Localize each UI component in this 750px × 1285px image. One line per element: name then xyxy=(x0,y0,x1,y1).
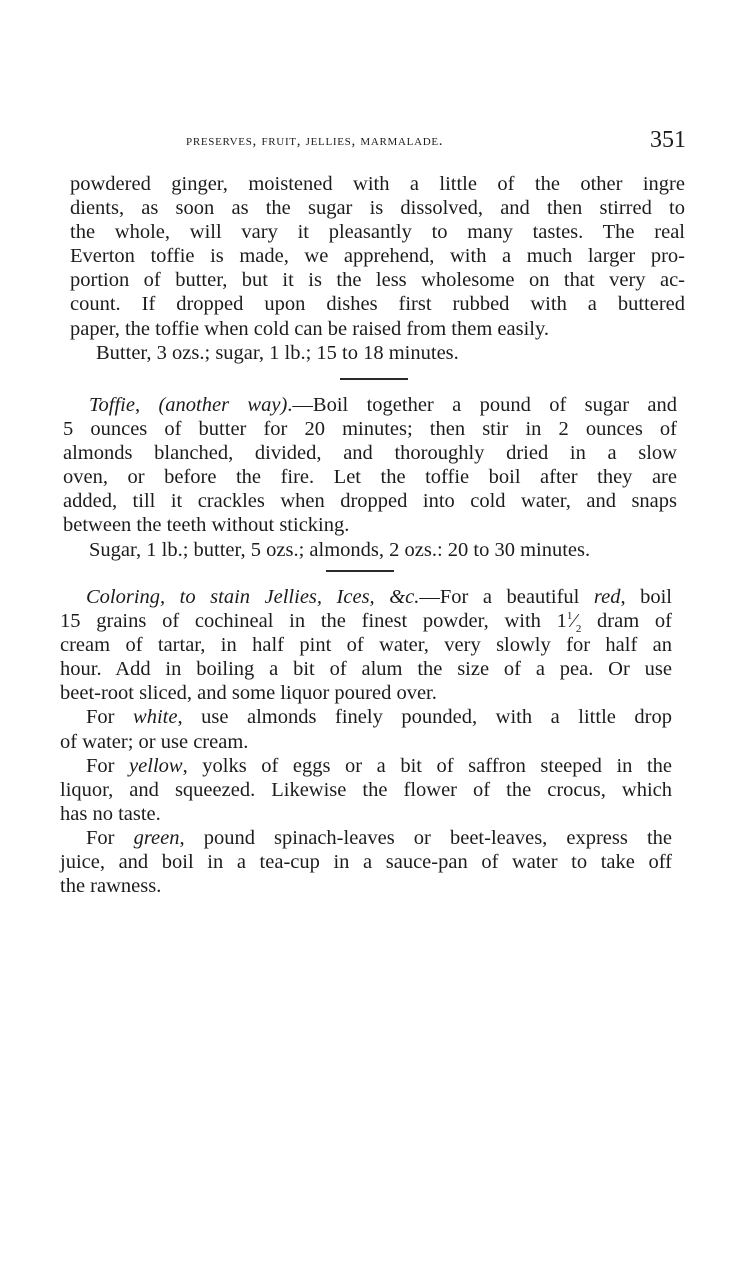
text-line: Everton toffie is made, we apprehend, with a much larger pro- xyxy=(70,245,685,268)
text-run: .—Boil together a pound of sugar and xyxy=(287,394,677,416)
color-yellow-line xyxy=(60,754,672,778)
text-run: 15 grains of cochineal in the finest powder, with 1 xyxy=(60,610,567,633)
color-green: green xyxy=(133,826,180,849)
text-line: 15 grains of cochineal in the finest powder, with $1^1⁄_2$ dram of xyxy=(60,610,672,636)
color-green-line xyxy=(60,826,672,850)
text-line: liquor, and squeezed. Likewise the flower of the crocus, which xyxy=(60,778,672,801)
text-run: , pound spinach-leaves or beet-leaves, express the xyxy=(179,826,672,849)
text-run: For xyxy=(86,754,130,777)
text-line: has no taste. xyxy=(60,802,161,825)
text-run: For xyxy=(86,826,134,849)
recipe-subtitle: (another way) xyxy=(158,394,288,416)
text-run: —For a beautiful xyxy=(419,586,594,608)
text-line: dients, as soon as the sugar is dissolved, and then stirred to xyxy=(70,197,685,220)
section-divider xyxy=(326,570,394,572)
proportions-line: Butter, 3 ozs.; sugar, 1 lb.; 15 to 18 minutes. xyxy=(96,341,459,364)
text-line: paper, the toffie when cold can be raised from them easily. xyxy=(70,317,550,340)
text-line: 5 ounces of butter for 20 minutes; then stir in 2 ounces of xyxy=(63,418,677,441)
text-run: , boil xyxy=(620,586,672,608)
recipe-first-line xyxy=(60,585,672,609)
paragraph-continuation xyxy=(70,172,685,365)
recipe-title: Toffie xyxy=(89,394,135,416)
text-line: between the teeth without sticking. xyxy=(63,514,350,537)
text-line: the whole, will vary it pleasantly to many tastes. The real xyxy=(70,221,685,244)
section-divider xyxy=(340,378,408,380)
text-run: For xyxy=(86,706,134,729)
recipe-title: Coloring, to stain Jellies, Ices, &c. xyxy=(86,586,420,608)
text-line: cream of tartar, in half pint of water, very slowly for half an xyxy=(60,634,672,657)
recipe-toffie xyxy=(63,393,677,562)
color-white: white xyxy=(133,706,178,729)
page-number: 351 xyxy=(650,127,686,153)
text-line: portion of butter, but it is the less wholesome on that very ac- xyxy=(70,269,685,292)
color-red: red xyxy=(593,586,621,608)
text-line: oven, or before the fire. Let the toffie boil after they are xyxy=(63,466,677,489)
recipe-coloring xyxy=(60,585,672,898)
text-line: hour. Add in boiling a bit of alum the size of a pea. Or use xyxy=(60,658,672,681)
proportions-line: Sugar, 1 lb.; butter, 5 ozs.; almonds, 2 ozs.: 20 to 30 minutes. xyxy=(89,538,591,561)
text-run: , yolks of eggs or a bit of saffron steeped in the xyxy=(182,754,672,777)
text-line: beet-root sliced, and some liquor poured over. xyxy=(60,682,437,705)
running-title: preserves, fruit, jellies, marmalade. xyxy=(186,133,444,149)
recipe-first-line: Toffie, (another way).—Boil together a pound of sugar and xyxy=(89,394,677,416)
running-head xyxy=(0,127,750,157)
text-run: dram of xyxy=(581,610,672,633)
fraction-denominator: 2 xyxy=(575,623,582,636)
text-line: powdered ginger, moistened with a little of the other ingre xyxy=(70,173,685,195)
text-line: almonds blanched, divided, and thoroughly dried in a slow xyxy=(63,442,677,465)
text-run: , use almonds finely pounded, with a little drop xyxy=(177,706,672,729)
text-line: of water; or use cream. xyxy=(60,730,249,753)
color-yellow: yellow xyxy=(129,754,183,777)
text-line: added, till it crackles when dropped into cold water, and snaps xyxy=(63,490,677,513)
text-line: juice, and boil in a tea-cup in a sauce-pan of water to take off xyxy=(60,851,672,874)
color-white-line xyxy=(60,705,672,729)
text-line: the rawness. xyxy=(60,875,162,898)
text-line: count. If dropped upon dishes first rubbed with a buttered xyxy=(70,293,685,316)
fraction-numerator: 1 xyxy=(566,610,573,623)
